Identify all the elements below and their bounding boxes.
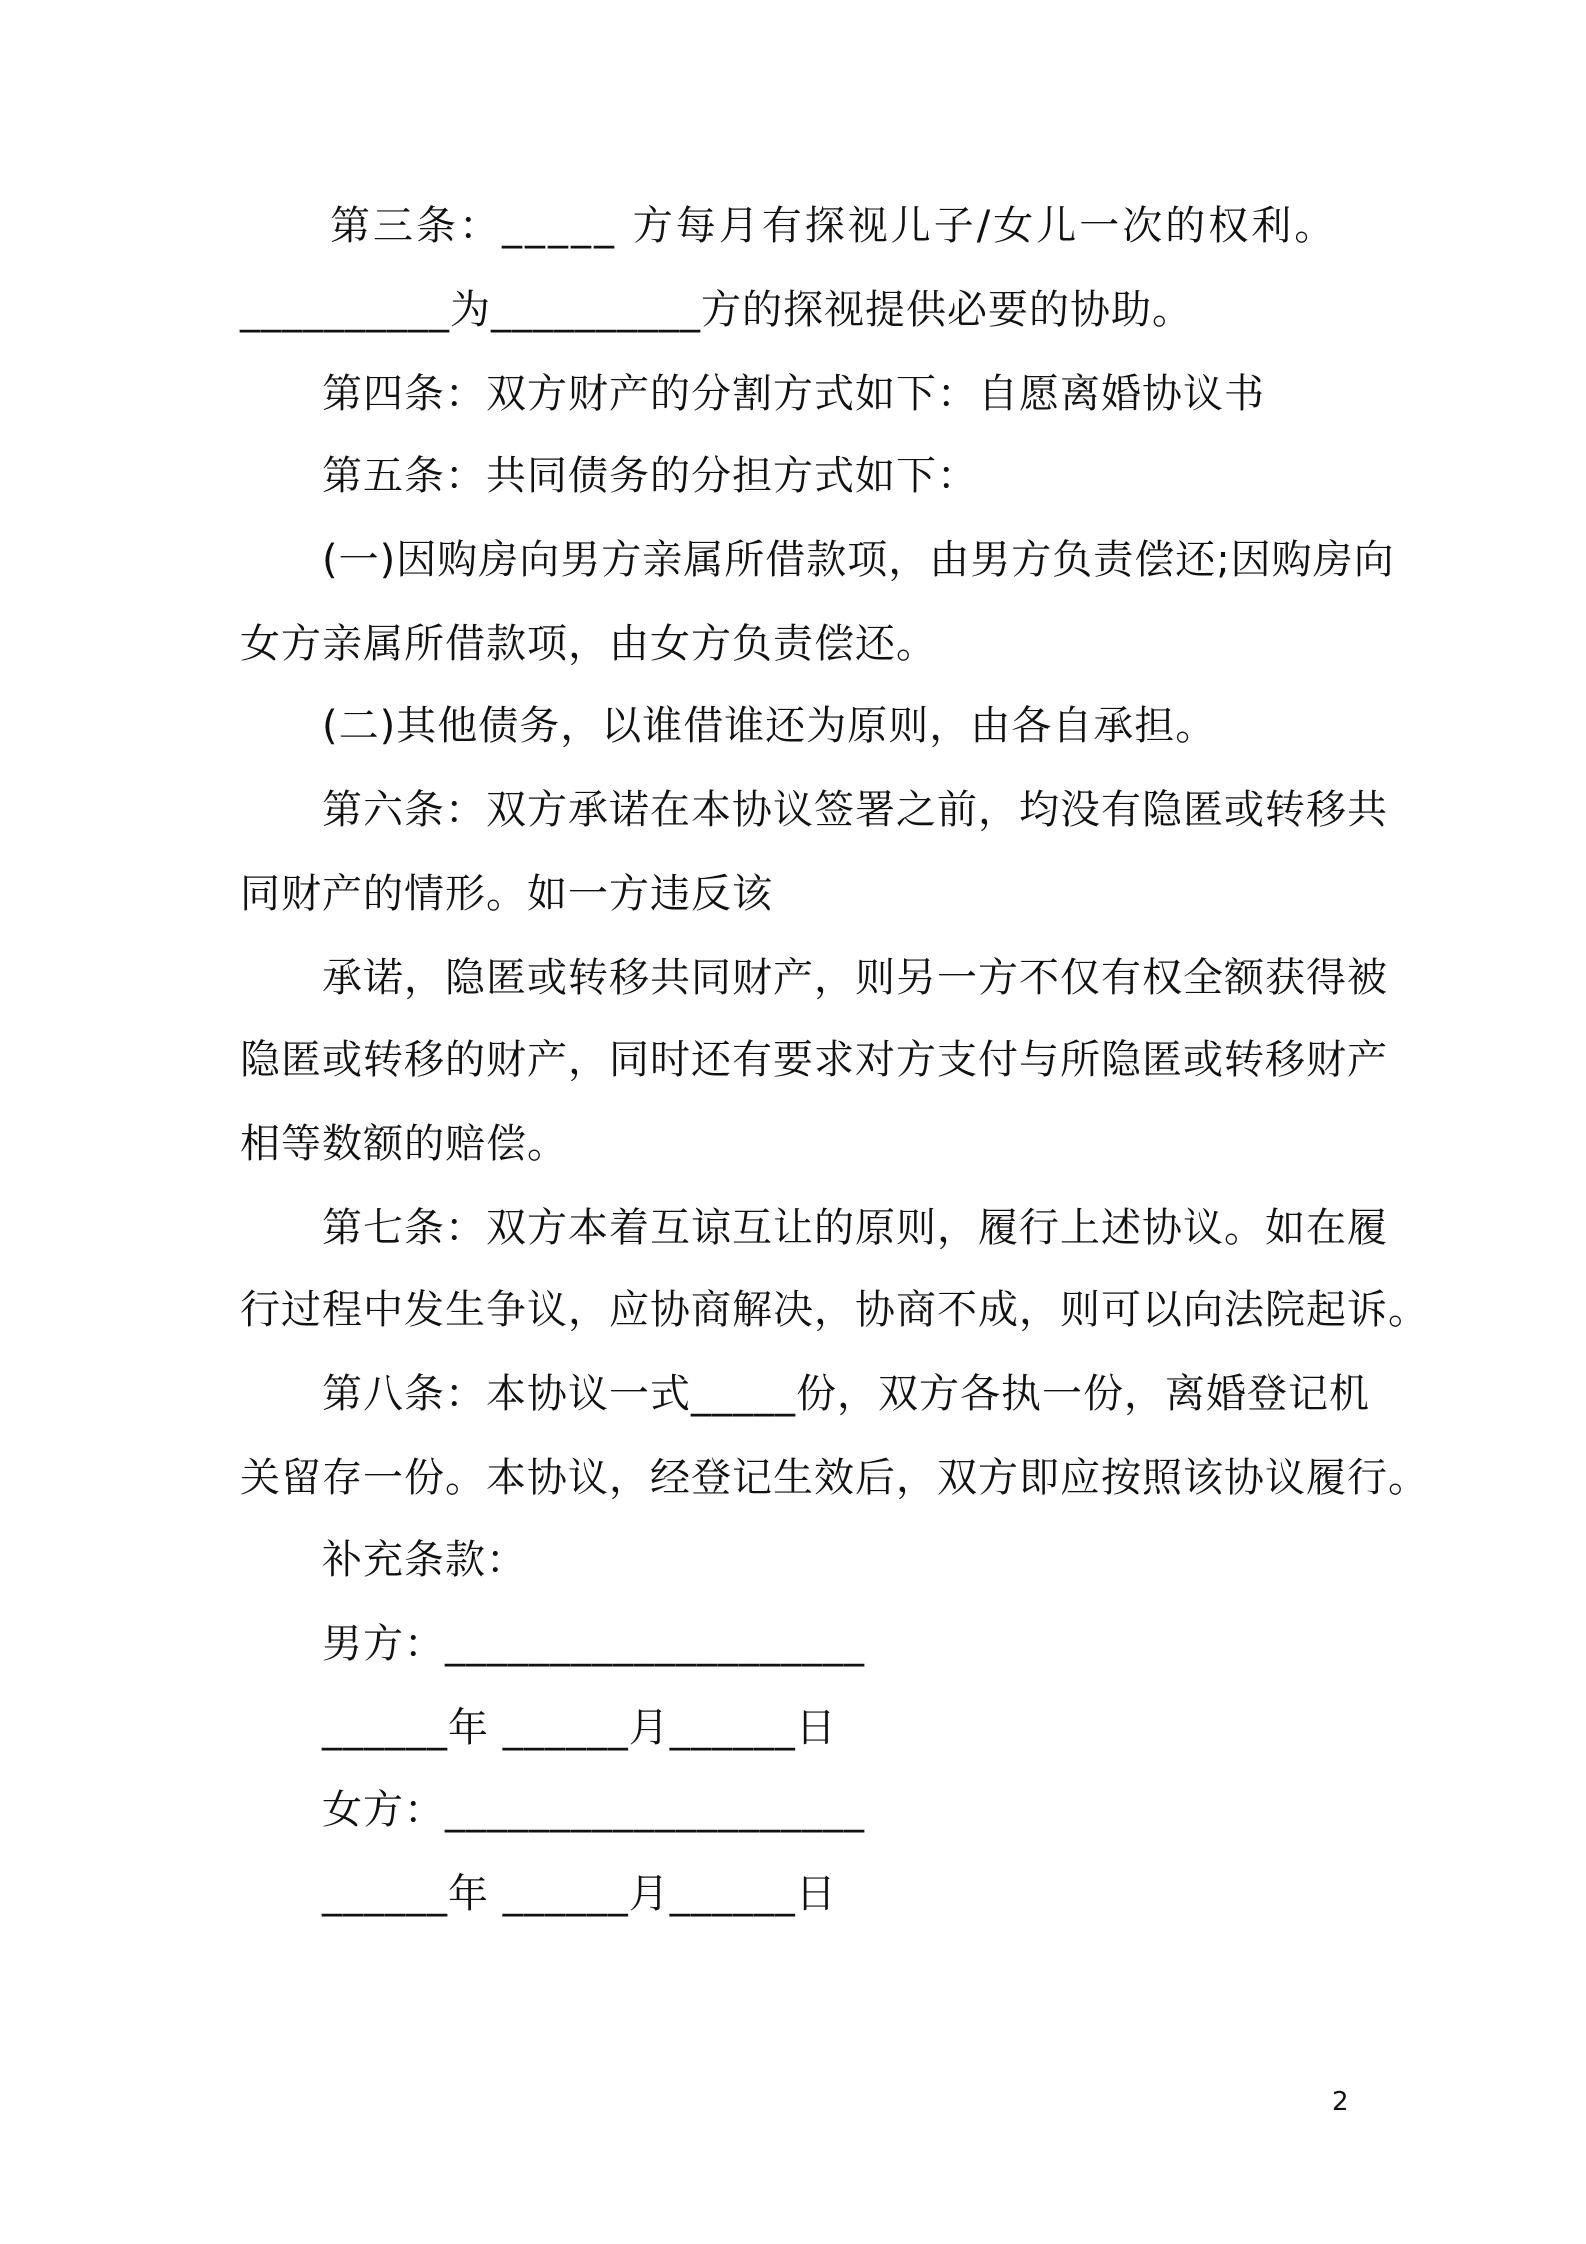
paragraph-line: (二)其他债务，以谁借谁还为原则，由各自承担。 [322, 703, 1217, 749]
paragraph-line: 第六条：双方承诺在本协议签署之前，均没有隐匿或转移共 [322, 787, 1388, 833]
paragraph-line: 关留存一份。本协议，经登记生效后，双方即应按照该协议履行。 [240, 1455, 1429, 1501]
paragraph-line: 第三条：_____ 方每月有探视儿子/女儿一次的权利。 [330, 203, 1338, 249]
signature-line-male: 男方：____________________ [322, 1621, 865, 1667]
paragraph-line: 第八条：本协议一式_____份，双方各执一份，离婚登记机 [322, 1371, 1370, 1417]
supplementary-heading: 补充条款： [322, 1537, 527, 1583]
paragraph-line: 承诺，隐匿或转移共同财产，则另一方不仅有权全额获得被 [322, 955, 1388, 1001]
date-line-female: ______年 ______月______日 [322, 1871, 837, 1917]
paragraph-line: 隐匿或转移的财产，同时还有要求对方支付与所隐匿或转移财产 [240, 1037, 1388, 1083]
paragraph-line: 同财产的情形。如一方违反该 [240, 871, 773, 917]
paragraph-line: 女方亲属所借款项，由女方负责偿还。 [240, 621, 937, 667]
signature-line-female: 女方：____________________ [322, 1787, 865, 1833]
page-number: 2 [1332, 2087, 1349, 2117]
paragraph-line: 第七条：双方本着互谅互让的原则，履行上述协议。如在履 [322, 1205, 1388, 1251]
paragraph-line: 相等数额的赔偿。 [240, 1121, 568, 1167]
paragraph-line: (一)因购房向男方亲属所借款项，由男方负责偿还;因购房向 [322, 537, 1395, 583]
paragraph-line: 第五条：共同债务的分担方式如下： [322, 453, 978, 499]
paragraph-line: 第四条：双方财产的分割方式如下：自愿离婚协议书 [322, 371, 1265, 417]
paragraph-line: __________为__________方的探视提供必要的协助。 [240, 287, 1193, 333]
date-line-male: ______年 ______月______日 [322, 1705, 837, 1751]
paragraph-line: 行过程中发生争议，应协商解决，协商不成，则可以向法院起诉。 [240, 1287, 1429, 1333]
